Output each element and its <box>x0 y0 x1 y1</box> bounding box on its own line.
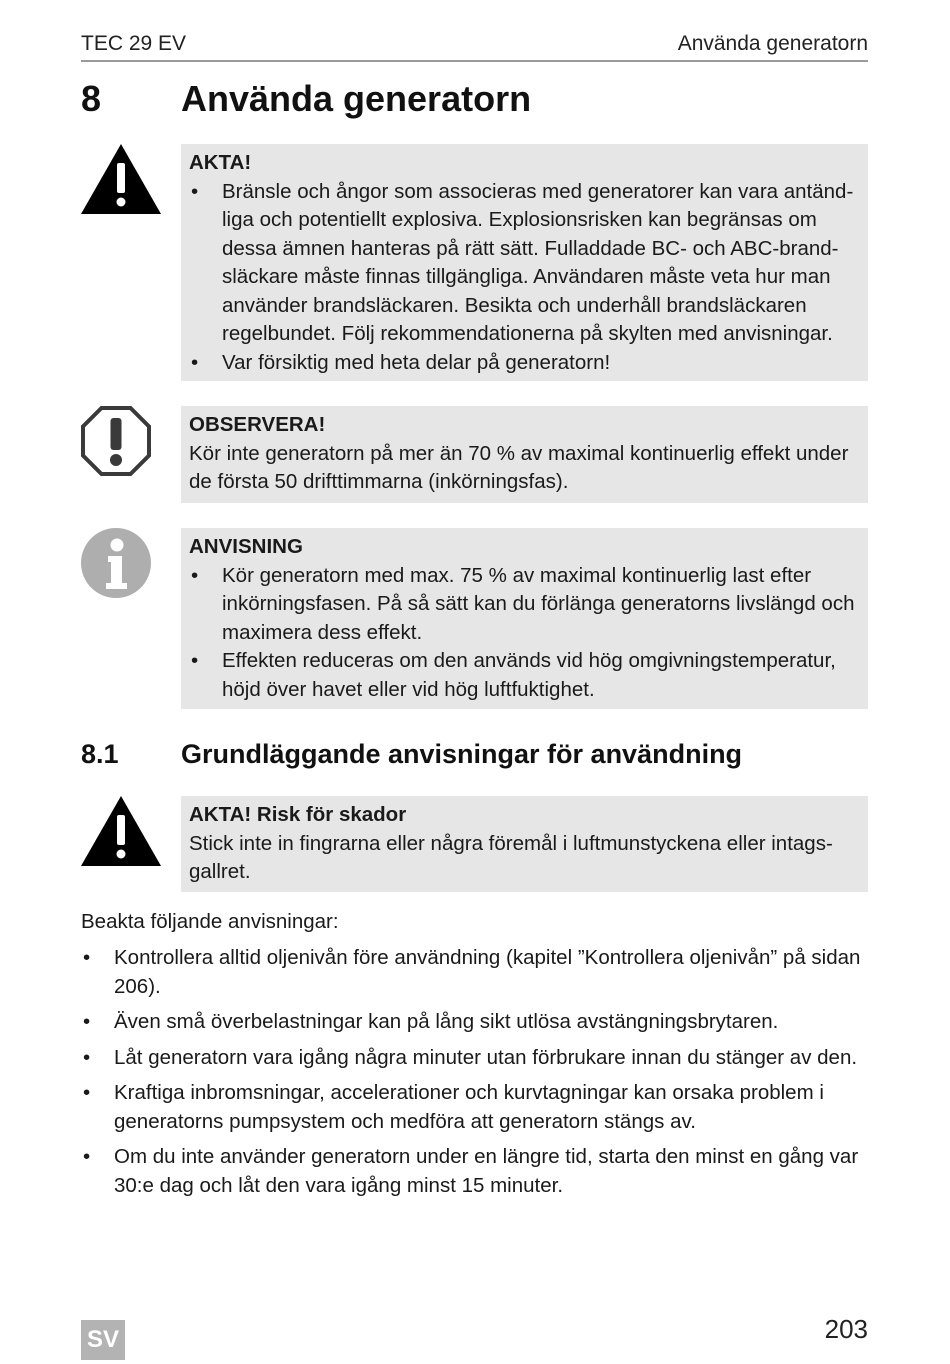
instructions-list <box>81 944 871 1207</box>
caution-octagon-icon <box>81 406 151 481</box>
notice-title: OBSERVERA! <box>189 413 326 436</box>
warning-triangle-icon <box>81 144 161 219</box>
running-chapter-title: Använda generatorn <box>677 32 868 55</box>
list-item: • Effekten reduceras om den används vid hög omgivningstemperatur, höjd över havet eller vid hög luftfuktighet. <box>189 647 860 704</box>
list-item: • Om du inte använder generatorn under en längre tid, starta den minst en gång var 30:e dag och låt den vara igång minst 15 minuter. <box>81 1143 871 1200</box>
injury-warning-notice <box>181 796 868 892</box>
warning-notice <box>181 144 868 381</box>
instructions-intro: Beakta följande anvisningar: <box>81 910 339 933</box>
notice-title: ANVISNING <box>189 535 303 558</box>
list-item: • Kör generatorn med max. 75 % av maximal kontinuerlig last efter inkörningsfasen. På så sätt kan du förlänga generatorns livslängd och maximera dess effekt. <box>189 562 860 648</box>
list-item: • Kontrollera alltid oljenivån före användning (kapitel ”Kontrollera oljenivån” på sidan 206). <box>81 944 871 1001</box>
list-item: • Låt generatorn vara igång några minuter utan förbrukare innan du stänger av den. <box>81 1044 871 1073</box>
list-item: • Kraftiga inbromsningar, accelerationer och kurvtagningar kan orsaka problem i generatorns pumpsystem och medföra att generatorn stängs av. <box>81 1079 871 1136</box>
notice-text: Kör inte generatorn på mer än 70 % av maximal kontinuerlig effekt under de första 50 drifttimmarna (inkörningsfas). <box>189 441 849 493</box>
page-number: 203 <box>824 1314 868 1344</box>
info-circle-icon <box>81 528 151 603</box>
notice-title: AKTA! Risk för skador <box>189 803 407 826</box>
info-notice <box>181 528 868 709</box>
section-title: Använda generatorn <box>181 78 532 119</box>
warning-triangle-icon <box>81 796 161 871</box>
notice-text: Stick inte in fingrarna eller några föremål i luftmunstyckena eller intagsgallret. <box>189 831 833 883</box>
subsection-number: 8.1 <box>81 739 119 769</box>
language-badge: SV <box>81 1320 125 1360</box>
subsection-title: Grundläggande anvisningar för användning <box>181 739 743 769</box>
caution-notice <box>181 406 868 503</box>
list-item: • Bränsle och ångor som associeras med generatorer kan vara antändliga och potentiellt explosiva. Explosionsrisken kan begränsas om dessa ämnen hanteras på rätt sätt. Fulladdade BC- och ABC-brandsläckare måste finnas tillgängliga. Användaren måste veta hur man använder brandsläckaren. Besikta och underhåll brandsläckaren regelbundet. Följ rekommendationerna på skylten med anvisningar. <box>189 178 860 349</box>
section-number: 8 <box>81 78 102 119</box>
page-header <box>81 30 868 62</box>
list-item: • Var försiktig med heta delar på generatorn! <box>189 349 860 378</box>
notice-title: AKTA! <box>189 151 252 174</box>
document-model: TEC 29 EV <box>81 32 187 55</box>
list-item: • Även små överbelastningar kan på lång sikt utlösa avstängningsbrytaren. <box>81 1008 871 1037</box>
